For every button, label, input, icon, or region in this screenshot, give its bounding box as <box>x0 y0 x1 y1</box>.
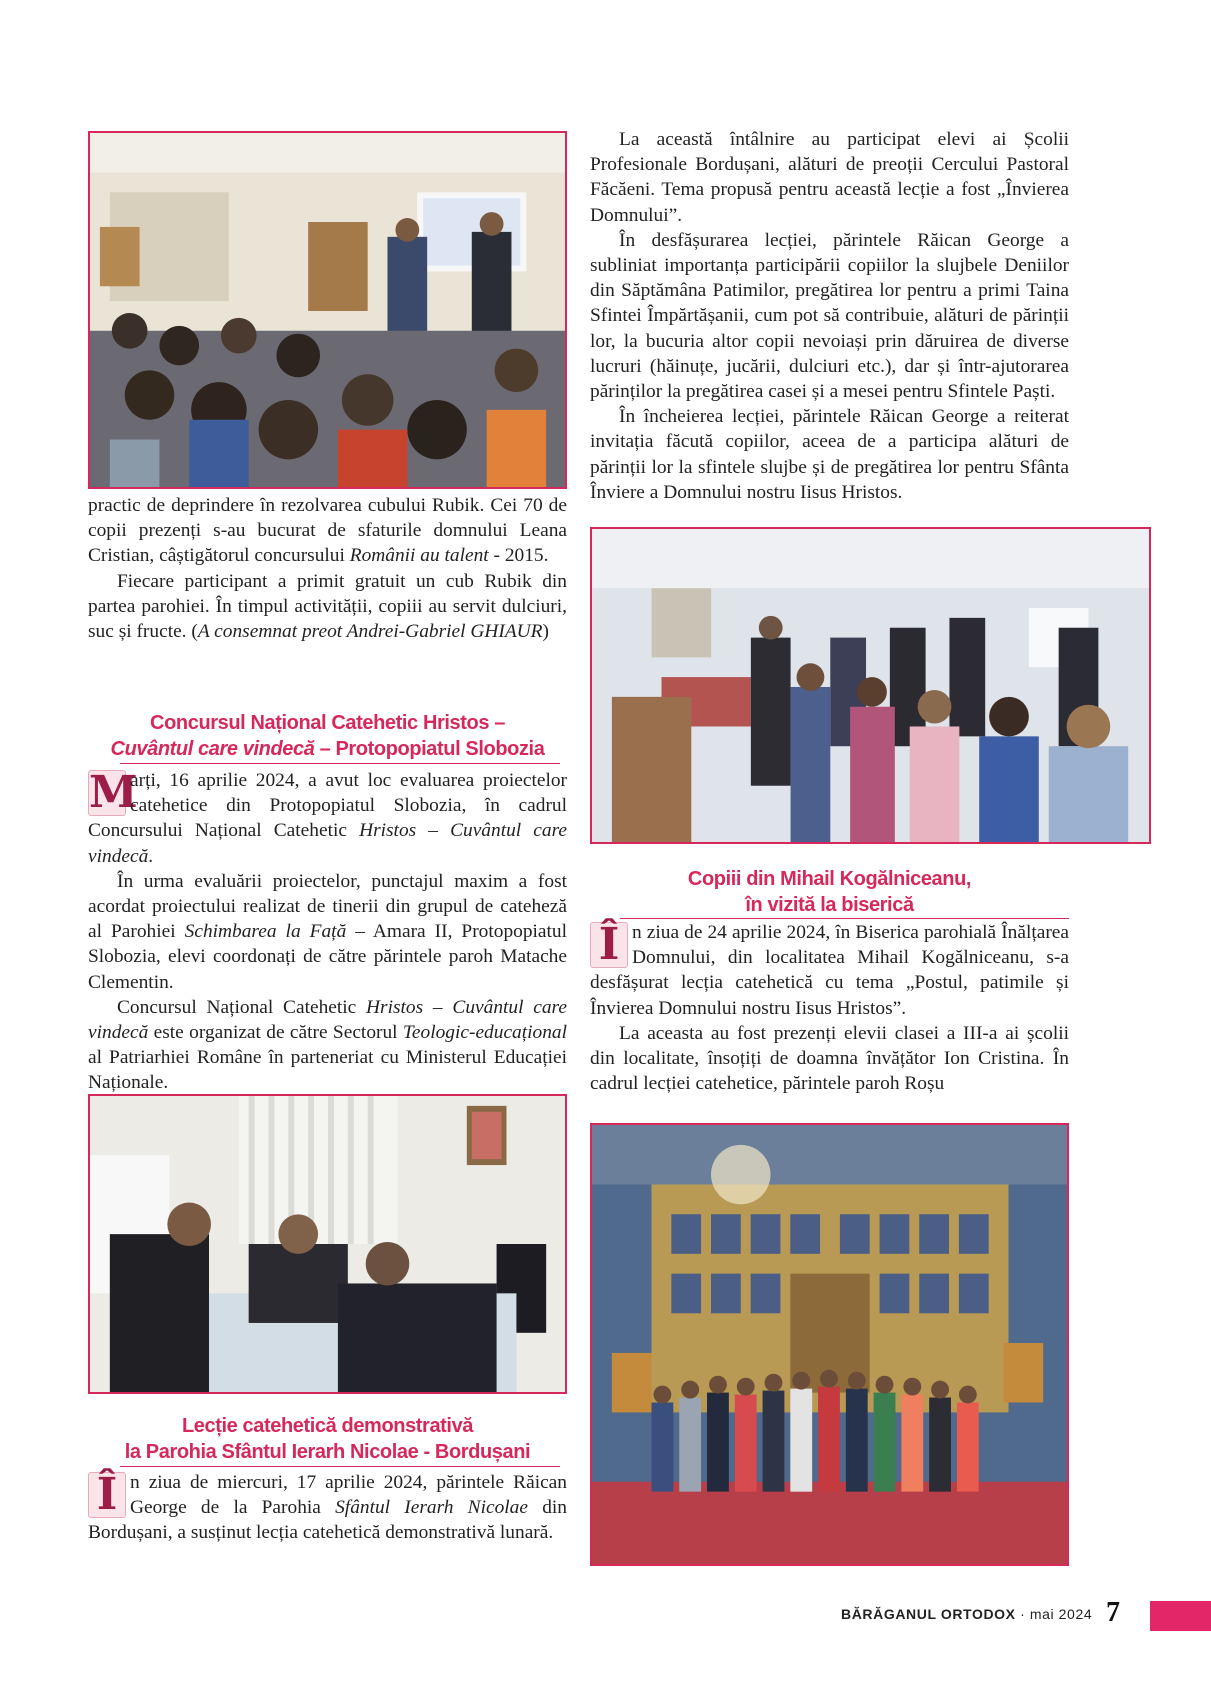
classroom-presentation-photo <box>88 131 567 489</box>
footer-magazine: BĂRĂGANUL ORTODOX · mai 2024 <box>841 1606 1093 1622</box>
section-body-concurs: M arți, 16 aprilie 2024, a avut loc evaluarea proiectelor catehetice din Protopopiatul Slobozia, în cadrul Concursului Național Catehetic Hristos – Cuvântul care vindecă. În urma evaluării proiectelor, punctajul maxim a fost acordat proiectului realizat de tinerii din grupul de cateheză al Parohiei Schimbarea la Față – Amara II, Protopopiatul Slobozia, elevi coordonați de către părintele paroh Matache Clementin. Concursul Național Catehetic Hristos – Cuvântul care vindecă este organizat de către Sectorul Teologic-educațional al Patriarhiei Române în parteneriat cu Ministerul Educației Naționale. <box>88 767 568 1094</box>
intro-paragraph-1: practic de deprindere în rezolvarea cubului Rubik. Cei 70 de copii prezenți s-au bucurat de sfaturile domnului Leana Cristian, câștigătorul concursului <box>88 495 567 567</box>
priests-evaluating-projects-photo <box>88 1094 567 1394</box>
drop-cap: M <box>89 767 138 818</box>
intro-paragraph-2: Fiecare participant a primit gratuit un cub Rubik din partea parohiei. În timpul activității, copiii au servit dulciuri, suc și fructe. ( <box>88 570 567 643</box>
section-heading-copiii: Copiii din Mihail Kogălniceanu, în vizită la biserică <box>687 868 972 916</box>
church-children-praying-photo <box>590 527 1151 844</box>
section-heading-rule <box>120 763 560 764</box>
right-column-text <box>590 127 1069 505</box>
section-heading-rule <box>120 1466 560 1467</box>
footer-accent-bar <box>1150 1601 1211 1631</box>
section-heading-rule <box>620 918 1069 919</box>
section-heading-concurs: Concursul Național Catehetic Hristos – Cuvântul care vindecă – Protopopiatul Slobozia <box>110 712 545 760</box>
drop-cap: Î <box>590 922 628 968</box>
page-number: 7 <box>1106 1597 1120 1628</box>
section-body-lectie: Î n ziua de miercuri, 17 aprilie 2024, părintele Răican George de la Parohia Sfântul Ierarh Nicolae din Bordușani, a susținut lecția catehetică demonstrativă lunară. <box>88 1469 567 1544</box>
section-heading-lectie: Lecție catehetică demonstrativă la Parohia Sfântul Ierarh Nicolae - Bordușani <box>124 1415 531 1463</box>
drop-cap: Î <box>88 1472 126 1518</box>
right-paragraph-3: În încheierea lecției, părintele Răican George a reiterat invitația făcută copiilor, aceea de a participa alături de părinții lor la sfintele slujbe și de pregătirea lor pentru Sfânta Înviere a Domnului nostru Iisus Hristos. <box>590 406 1069 503</box>
intro-text: practic de deprindere în rezolvarea cubului Rubik. Cei 70 de copii prezenți s-au bucurat de sfaturile domnului Leana Cristian, câștigătorul concursului Românii au talent - 2015. Fiecare participant a primit gratuit un cub Rubik din partea parohiei. În timpul activității, copiii au servit dulciuri, suc și fructe. (A consemnat preot Andrei-Gabriel GHIAUR) <box>88 495 567 643</box>
church-iconostasis-group-photo <box>590 1123 1069 1566</box>
right-paragraph-1: La această întâlnire au participat elevi ai Școlii Profesionale Bordușani, alături de preoții Cercului Pastoral Făcăeni. Tema propusă pentru această lecție a fost „Învierea Domnului”. <box>590 129 1069 226</box>
right-paragraph-2: În desfășurarea lecției, părintele Răican George a subliniat importanța participării copiilor la slujbele Deniilor din Săptămâna Patimilor, pregătirea lor pentru a primi Taina Sfintei Împărtășanii, cum pot să contribuie, alături de părinții lor, la bucuria altor copii nevoiași prin dăruirea de diverse lucruri (hăinuțe, jucării, dulciuri etc.), dar și într-ajutorarea părinților la pregătirea casei și a mesei pentru Sfintele Paști. <box>590 229 1069 403</box>
section-body-copiii: Î n ziua de 24 aprilie 2024, în Biserica parohială Înălțarea Domnului, din localitatea Mihail Kogălniceanu, s-a desfășurat lecția catehetică cu tema „Postul, patimile și Învierea Domnului nostru Iisus Hristos”. La aceasta au fost prezenți elevii clasei a III-a ai școlii din localitate, însoțiți de doamna învățător Ion Cristina. În cadrul lecției catehetice, părintele paroh Roșu <box>590 919 1069 1095</box>
